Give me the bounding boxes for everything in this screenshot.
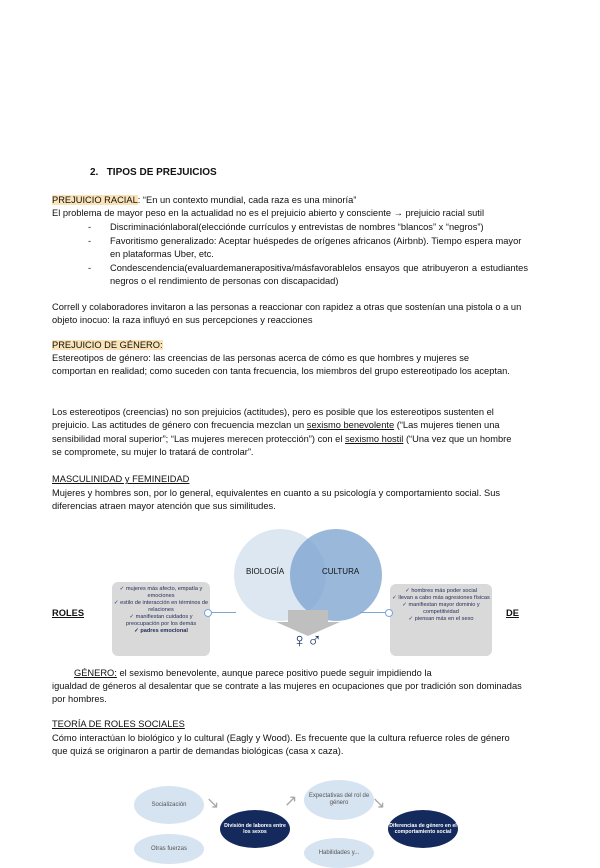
racial-heading bbox=[52, 194, 356, 207]
de-label-text: DE bbox=[506, 608, 519, 618]
term-sexismo-benevolente: sexismo benevolente bbox=[306, 420, 395, 431]
diferencias-node: Diferencias de género en el comportamiento social bbox=[388, 810, 458, 848]
genero-text-line-2: igualdad de géneros al desalentar que se contrate a las mujeres en ocupaciones que por tradición son dominadas por hombres. bbox=[52, 681, 522, 705]
otras-fuerzas-node: Otras fuerzas bbox=[134, 834, 204, 864]
bullet-dash: - bbox=[88, 236, 92, 246]
de-label bbox=[506, 607, 519, 620]
left-trait: ✓ padres emocional bbox=[134, 628, 188, 634]
teoria-text: Cómo interactúan lo biológico y lo cultural (Eagly y Wood). Es frecuente que la cultura refuerce roles de género que quizá se originaron a partir de demandas biológicas (casa x caza). bbox=[52, 733, 510, 757]
genero-heading bbox=[52, 339, 163, 352]
arrow-up-right-icon: ↗ bbox=[284, 793, 298, 810]
expectativas-node: Expectativas del rol de género bbox=[304, 780, 374, 820]
masculinidad-heading-text: MASCULINIDAD y FEMINEIDAD bbox=[52, 474, 190, 484]
genero-text-part-1: el sexismo benevolente, aunque parece positivo puede seguir impidiendo la bbox=[116, 668, 432, 678]
habilidades-node: Habilidades y... bbox=[304, 838, 374, 868]
bullet-dash: - bbox=[88, 222, 92, 232]
genero-paragraph-2 bbox=[52, 406, 522, 460]
right-trait: ✓ manifiestan mayor dominio y competitividad bbox=[402, 602, 480, 615]
p2-part-a: Los estereotipos (creencias) no son prejuicios (actitudes), pero es posible que los estereotipos sustenten el prejuicio. Las actitudes de género con frecuencia mezclan un bbox=[52, 407, 494, 431]
genero-label: PREJUICIO DE GÉNERO: bbox=[52, 340, 163, 350]
left-connector-dot bbox=[204, 609, 212, 617]
racial-bullet-2: Favoritismo generalizado: Aceptar huéspedes de orígenes africanos (Airbnb). Tiempo espera mayor en plataformas Uber, etc. bbox=[110, 236, 522, 260]
racial-bullet-1: Discriminaciónlaboral(elecciónde currículos y entrevistas de nombres “blancos” x “negros”) bbox=[110, 222, 484, 232]
right-trait: ✓ llevan a cabo más agresiones físicas bbox=[392, 595, 490, 601]
roles-label-text: ROLES bbox=[52, 608, 85, 618]
right-trait: ✓ hombres más poder social bbox=[405, 588, 477, 594]
bullet-dash: - bbox=[88, 263, 92, 273]
teoria-heading bbox=[52, 718, 185, 731]
people-icon: ♀♂ bbox=[292, 630, 322, 652]
division-labores-node: División de labores entre los sexos bbox=[220, 810, 290, 848]
genero-text-line-1 bbox=[74, 667, 432, 680]
section-number: 2. bbox=[90, 167, 99, 178]
arrow-down-right-icon: ↘ bbox=[372, 795, 386, 812]
arrow-right-icon: ↘ bbox=[206, 795, 220, 812]
left-trait: ✓ manifiestan cuidados y preocupación por los demás bbox=[125, 614, 197, 627]
correll-paragraph: Correll y colaboradores invitaron a las personas a reaccionar con rapidez a otras que sostenían una pistola o a un objeto inocuo: la raza influyó en sus percepciones y reacciones bbox=[52, 302, 522, 326]
masculinidad-heading bbox=[52, 473, 189, 486]
left-traits-box bbox=[112, 582, 210, 656]
right-traits-box bbox=[390, 584, 492, 656]
biology-label: BIOLOGÍA bbox=[246, 567, 285, 576]
racial-bullet-3: Condescendencia(evaluardemanerapositiva/másfavorablelos ensayos que atribuyeron a estudiantes negros o el rendimiento de personas con discapacidad) bbox=[110, 263, 528, 287]
racial-label: PREJUICIO RACIAL bbox=[52, 195, 138, 205]
right-connector-dot bbox=[385, 609, 393, 617]
section-title-text: TIPOS DE PREJUICIOS bbox=[106, 167, 217, 178]
left-trait: ✓ mujeres más afecto, empatía y emociones bbox=[119, 586, 203, 599]
p2-part-b: (“Las mujeres tienen una sensibilidad moral superior”; “Las mujeres merecen protección”) con el bbox=[52, 420, 500, 444]
section-title bbox=[90, 166, 217, 179]
masculinidad-text: Mujeres y hombres son, por lo general, equivalentes en cuanto a su psicología y comportamiento social. Sus diferencias atraen mayor atención que sus similitudes. bbox=[52, 488, 501, 512]
left-trait: ✓ estilo de interacción en términos de relaciones bbox=[113, 600, 209, 613]
term-sexismo-hostil: sexismo hostil bbox=[344, 433, 404, 444]
genero-text-label: GÉNERO: bbox=[74, 668, 117, 678]
racial-quote: : “En un contexto mundial, cada raza es una minoría” bbox=[137, 195, 357, 205]
teoria-heading-text: TEORÍA DE ROLES SOCIALES bbox=[52, 719, 185, 729]
left-connector bbox=[210, 612, 236, 613]
p2-part-c: (“Una vez que un hombre se compromete, su mujer lo tratará de controlar”. bbox=[52, 433, 512, 458]
culture-label: CULTURA bbox=[322, 567, 360, 576]
roles-label bbox=[52, 607, 84, 620]
genero-paragraph-1: Estereotipos de género: las creencias de las personas acerca de cómo es que hombres y mujeres se comportan en realidad; como suceden con tanta frecuencia, los miembros del grupo estereotipado los aceptan. bbox=[52, 353, 510, 377]
socializacion-node: Socialización bbox=[134, 786, 204, 824]
racial-line: El problema de mayor peso en la actualidad no es el prejuicio abierto y consciente → prejuicio racial sutil bbox=[52, 208, 485, 218]
right-trait: ✓ piensan más en el sexo bbox=[408, 616, 474, 622]
